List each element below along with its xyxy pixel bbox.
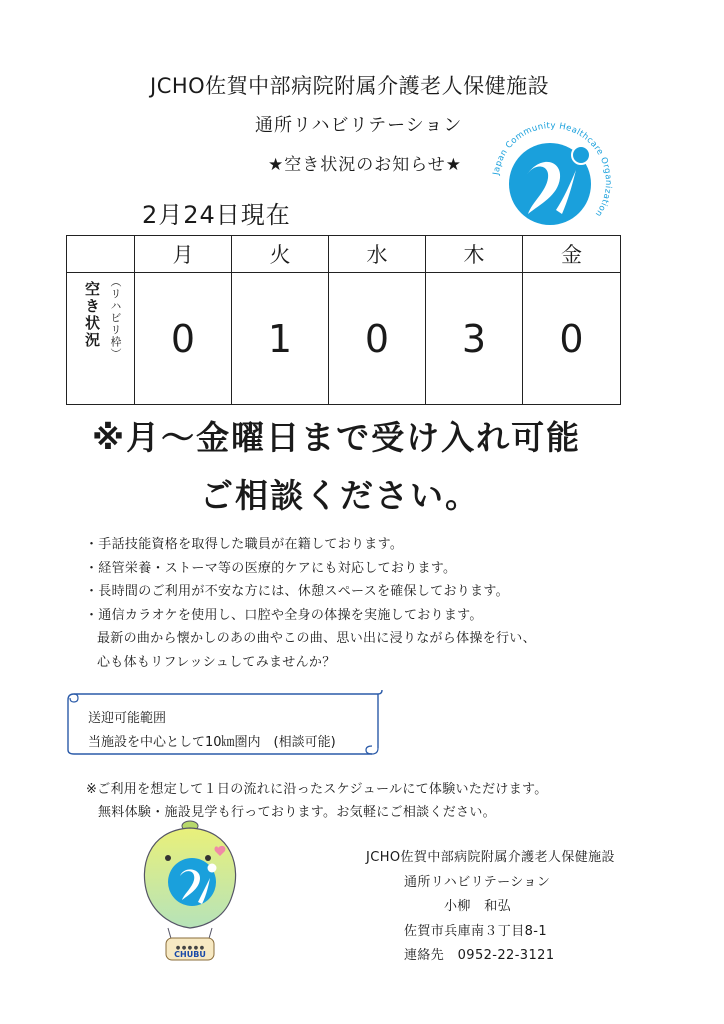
notice-title: ★空き状況のお知らせ★: [268, 155, 462, 175]
feature-item-continuation: 最新の曲から懐かしのあの曲やこの曲、思い出に浸りながら体操を行い、: [97, 631, 536, 646]
feature-item-continuation: 心も体もリフレッシュしてみませんか？: [97, 654, 336, 670]
value-mon: 0: [135, 273, 232, 405]
trial-note-line1: ※ご利用を想定して１日の流れに沿ったスケジュールにて体験いただけます。: [86, 782, 548, 797]
contact-facility: JCHO佐賀中部病院附属介護老人保健施設: [366, 850, 615, 865]
acceptance-notice: ※月～金曜日まで受け入れ可能: [92, 418, 582, 457]
facility-title: JCHO佐賀中部病院附属介護老人保健施設: [150, 74, 550, 98]
contact-service: 通所リハビリテーション: [404, 874, 551, 890]
availability-table: [66, 235, 621, 405]
availability-row-header: [67, 273, 135, 405]
as-of-date: 2月24日現在: [142, 201, 291, 229]
feature-item: ・経管栄養・ストーマ等の医療的ケアにも対応しております。: [85, 560, 457, 576]
day-fri: 金: [523, 236, 621, 273]
value-thu: 3: [426, 273, 523, 405]
contact-phone: 連絡先 0952-22-3121: [404, 948, 555, 963]
availability-label: 空き状況: [83, 281, 101, 349]
feature-item: ・通信カラオケを使用し、口腔や全身の体操を実施しております。: [85, 607, 483, 623]
value-tue: 1: [232, 273, 329, 405]
balloon-mascot-icon: [138, 818, 246, 964]
value-wed: 0: [329, 273, 426, 405]
feature-item: ・手話技能資格を取得した職員が在籍しております。: [85, 537, 404, 552]
svg-text:● ● ● ● ●: ● ● ● ● ●: [175, 945, 205, 951]
service-title: 通所リハビリテーション: [255, 115, 463, 136]
corner-cell: [67, 236, 135, 273]
jcho-logo-icon: [488, 118, 616, 246]
consult-notice: ご相談ください。: [200, 476, 480, 515]
contact-block: [366, 846, 615, 969]
contact-person: 小柳 和弘: [444, 899, 512, 914]
transport-box: [88, 707, 336, 755]
trial-note-line2: 無料体験・施設見学も行っております。お気軽にご相談ください。: [98, 805, 496, 820]
day-tue: 火: [232, 236, 329, 273]
contact-address: 佐賀市兵庫南３丁目8-1: [404, 923, 548, 939]
mascot-badge: CHUBU: [174, 950, 206, 959]
logo-ring-text: Japan Community Healthcare Organization: [491, 120, 614, 219]
feature-item: ・長時間のご利用が不安な方には、休憩スペースを確保しております。: [85, 584, 509, 599]
day-mon: 月: [135, 236, 232, 273]
value-fri: 0: [523, 273, 621, 405]
day-thu: 木: [426, 236, 523, 273]
feature-list: [85, 533, 536, 674]
availability-sublabel: （リハビリ枠）: [109, 276, 122, 360]
day-wed: 水: [329, 236, 426, 273]
transport-title: 送迎可能範囲: [88, 711, 167, 726]
transport-detail: 当施設を中心として10㎞圏内 (相談可能): [88, 735, 336, 750]
